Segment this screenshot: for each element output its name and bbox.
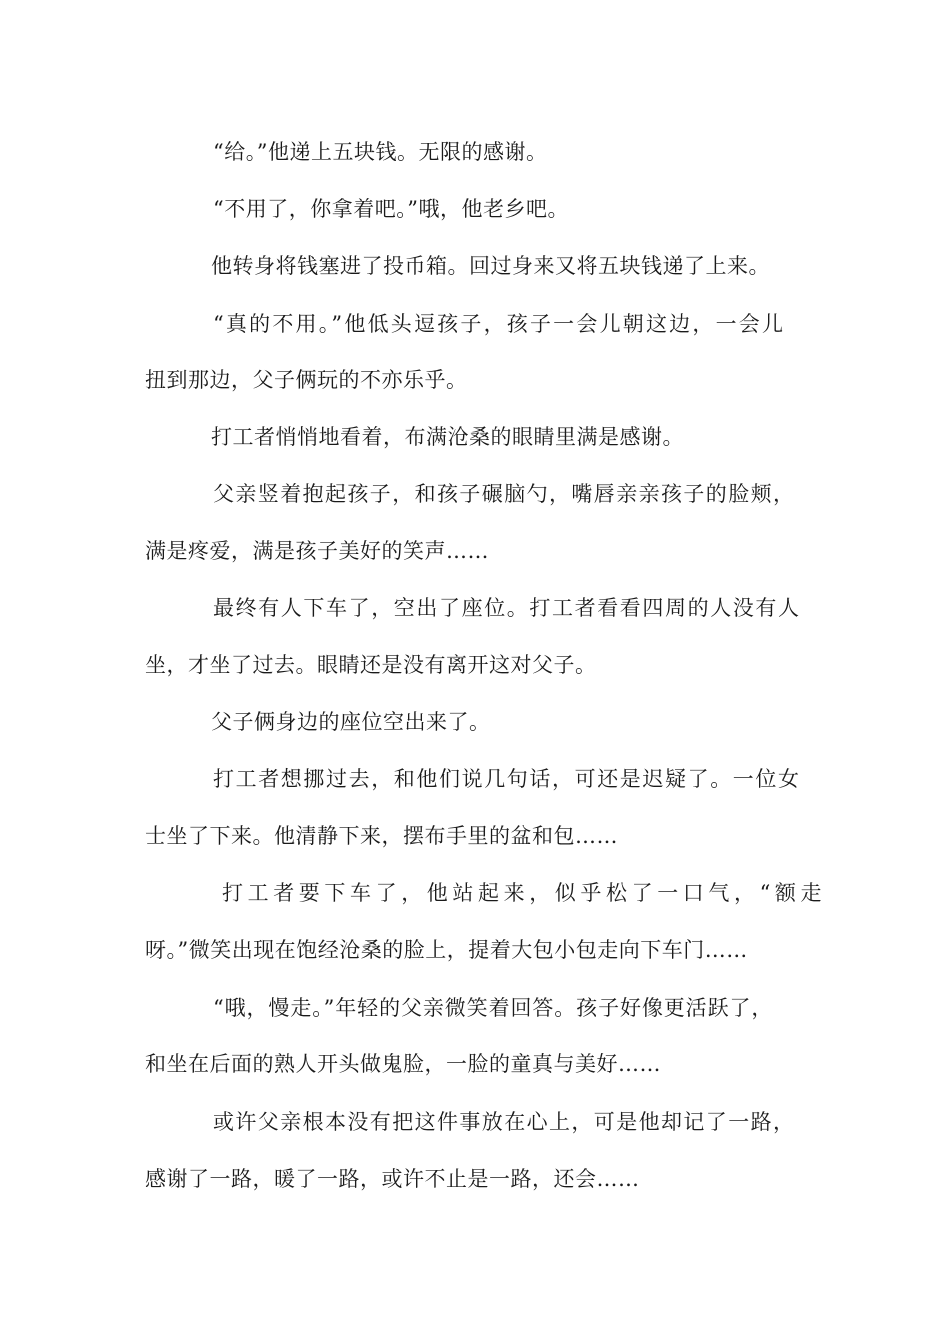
paragraph-4-line-1: “真的不用。”他低头逗孩子，孩子一会儿朝这边，一会儿 [213, 312, 786, 336]
paragraph-9-line-2: 士坐了下来。他清静下来，摆布手里的盆和包…… [145, 824, 618, 848]
paragraph-4-line-2: 扭到那边，父子俩玩的不亦乐乎。 [145, 368, 468, 392]
paragraph-1-line-1: “给。”他递上五块钱。无限的感谢。 [213, 140, 548, 164]
paragraph-11-line-2: 和坐在后面的熟人开头做鬼脸，一脸的童真与美好…… [145, 1052, 661, 1076]
paragraph-3-line-1: 他转身将钱塞进了投币箱。回过身来又将五块钱递了上来。 [211, 254, 770, 278]
paragraph-5-line-1: 打工者悄悄地看着，布满沧桑的眼睛里满是感谢。 [211, 425, 684, 449]
paragraph-6-line-1: 父亲竖着抱起孩子，和孩子碾脑勺，嘴唇亲亲孩子的脸颊， [213, 482, 796, 506]
paragraph-10-line-2: 呀。”微笑出现在饱经沧桑的脸上，提着大包小包走向下车门…… [145, 938, 748, 962]
paragraph-7-line-1: 最终有人下车了，空出了座位。打工者看看四周的人没有人 [213, 596, 801, 620]
paragraph-6-line-2: 满是疼爱，满是孩子美好的笑声…… [145, 539, 489, 563]
paragraph-11-line-1: “哦，慢走。”年轻的父亲微笑着回答。孩子好像更活跃了， [213, 996, 774, 1020]
paragraph-12-line-1: 或许父亲根本没有把这件事放在心上，可是他却记了一路， [213, 1110, 796, 1134]
paragraph-7-line-2: 坐，才坐了过去。眼睛还是没有离开这对父子。 [145, 653, 597, 677]
paragraph-12-line-2: 感谢了一路，暖了一路，或许不止是一路，还会…… [145, 1167, 640, 1191]
paragraph-2-line-1: “不用了，你拿着吧。”哦，他老乡吧。 [213, 197, 569, 221]
paragraph-9-line-1: 打工者想挪过去，和他们说几句话，可还是迟疑了。一位女 [213, 767, 801, 791]
paragraph-10-line-1: 打工者要下车了，他站起来，似乎松了一口气，“额走 [222, 881, 827, 905]
paragraph-8-line-1: 父子俩身边的座位空出来了。 [211, 710, 491, 734]
